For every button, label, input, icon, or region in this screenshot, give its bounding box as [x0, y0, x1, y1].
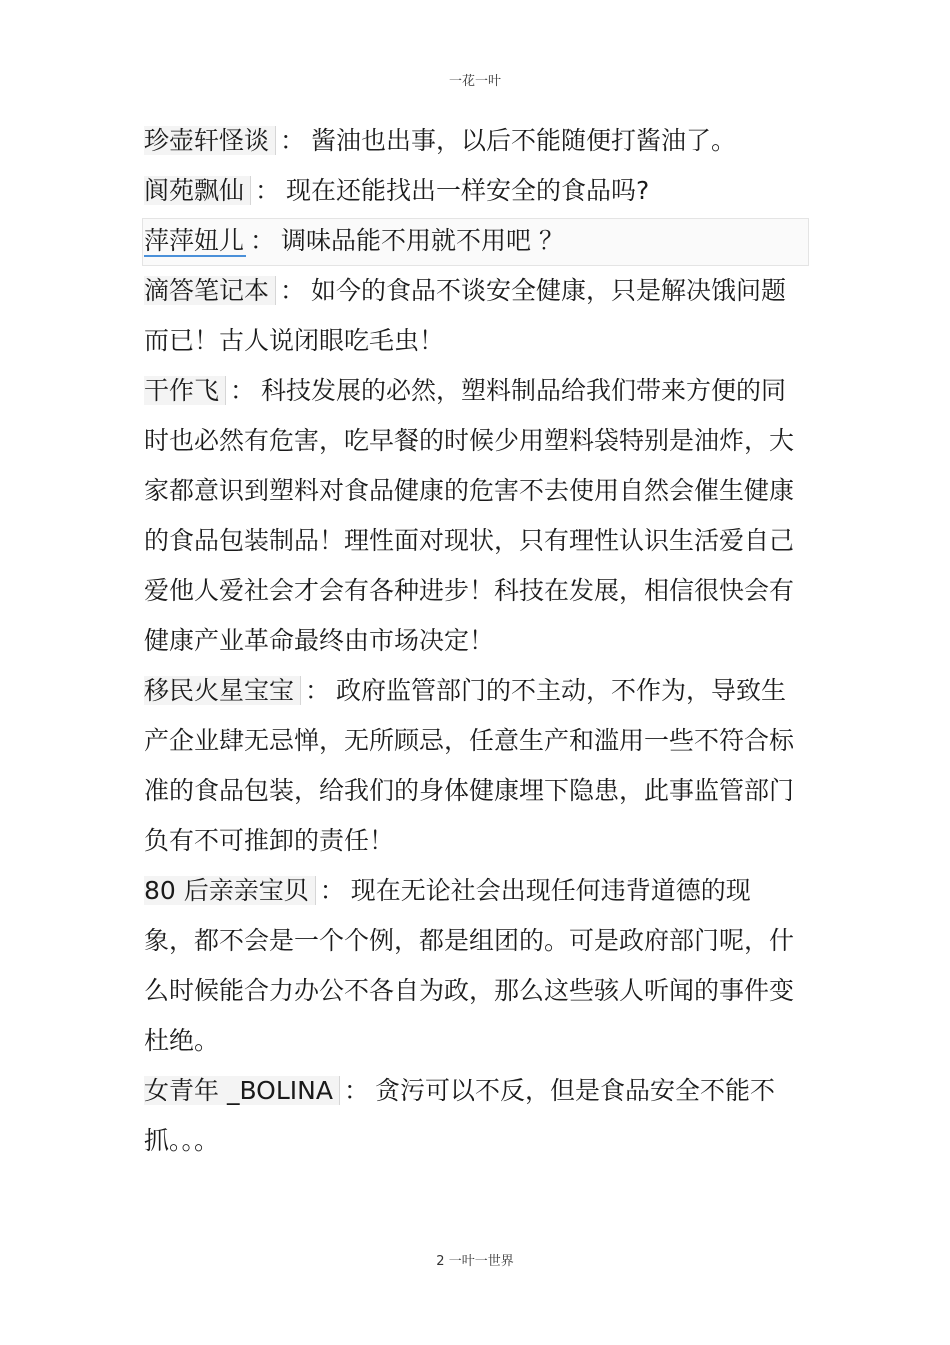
comment-item [144, 666, 794, 866]
comment-username: 干作飞 [144, 376, 226, 405]
comment-username: 女青年 _BOLINA [144, 1076, 340, 1105]
comment-item [144, 866, 794, 1066]
comment-username: 移民火星宝宝 [144, 676, 301, 705]
comment-separator: ： [280, 126, 306, 155]
page-header: 一花一叶 [448, 74, 501, 89]
page-footer: 2 一叶一世界 [436, 1254, 514, 1269]
comment-text: 科技发展的必然，塑料制品给我们带来方便的同时也必然有危害，吃早餐的时候少用塑料袋特别是油炸，大家都意识到塑料对食品健康的危害不去使用自然会催生健康的食品包装制品！理性面对现状，只有理性认识生活爱自己爱他人爱社会才会有各种进步！科技在发展，相信很快会有健康产业革命最终由市场决定！ [144, 376, 795, 655]
comment-separator: ： [250, 226, 276, 255]
comment-separator: ： [280, 276, 306, 305]
comment-username: 萍萍妞儿 [144, 226, 245, 255]
comment-item [144, 166, 794, 216]
comment-text: 政府监管部门的不主动，不作为，导致生产企业肆无忌惮，无所顾忌，任意生产和滥用一些不符合标准的食品包装，给我们的身体健康埋下隐患，此事监管部门负有不可推卸的责任！ [144, 676, 795, 855]
comment-text: 现在还能找出一样安全的食品吗? [286, 176, 650, 205]
comment-item [144, 266, 794, 366]
comment-separator: ： [230, 376, 256, 405]
comment-item [144, 1066, 794, 1166]
comment-item [144, 366, 794, 666]
comment-text: 贪污可以不反，但是食品安全不能不抓。。。 [144, 1076, 775, 1155]
comment-list [144, 116, 794, 1166]
comment-item [144, 116, 794, 166]
comment-separator: ： [343, 1076, 369, 1105]
comment-username: 滴答笔记本 [144, 276, 276, 305]
comment-separator: ： [255, 176, 281, 205]
comment-username: 阆苑飘仙 [144, 176, 251, 205]
comment-text: 如今的食品不谈安全健康，只是解决饿问题而已！古人说闭眼吃毛虫！ [144, 276, 787, 355]
comment-separator: ： [319, 876, 345, 905]
comment-username: 珍壶轩怪谈 [144, 126, 276, 155]
comment-text: 酱油也出事，以后不能随便打酱油了。 [311, 126, 737, 155]
comment-separator: ： [305, 676, 331, 705]
comment-text: 现在无论社会出现任何违背道德的现象，都不会是一个个例，都是组团的。可是政府部门呢，什么时候能合力办公不各自为政，那么这些骇人听闻的事件变杜绝。 [144, 876, 795, 1055]
comment-text: 调味品能不用就不用吧 ？ [281, 226, 564, 255]
comment-item-highlighted [144, 216, 794, 266]
comment-username: 80 后亲亲宝贝 [144, 876, 316, 905]
